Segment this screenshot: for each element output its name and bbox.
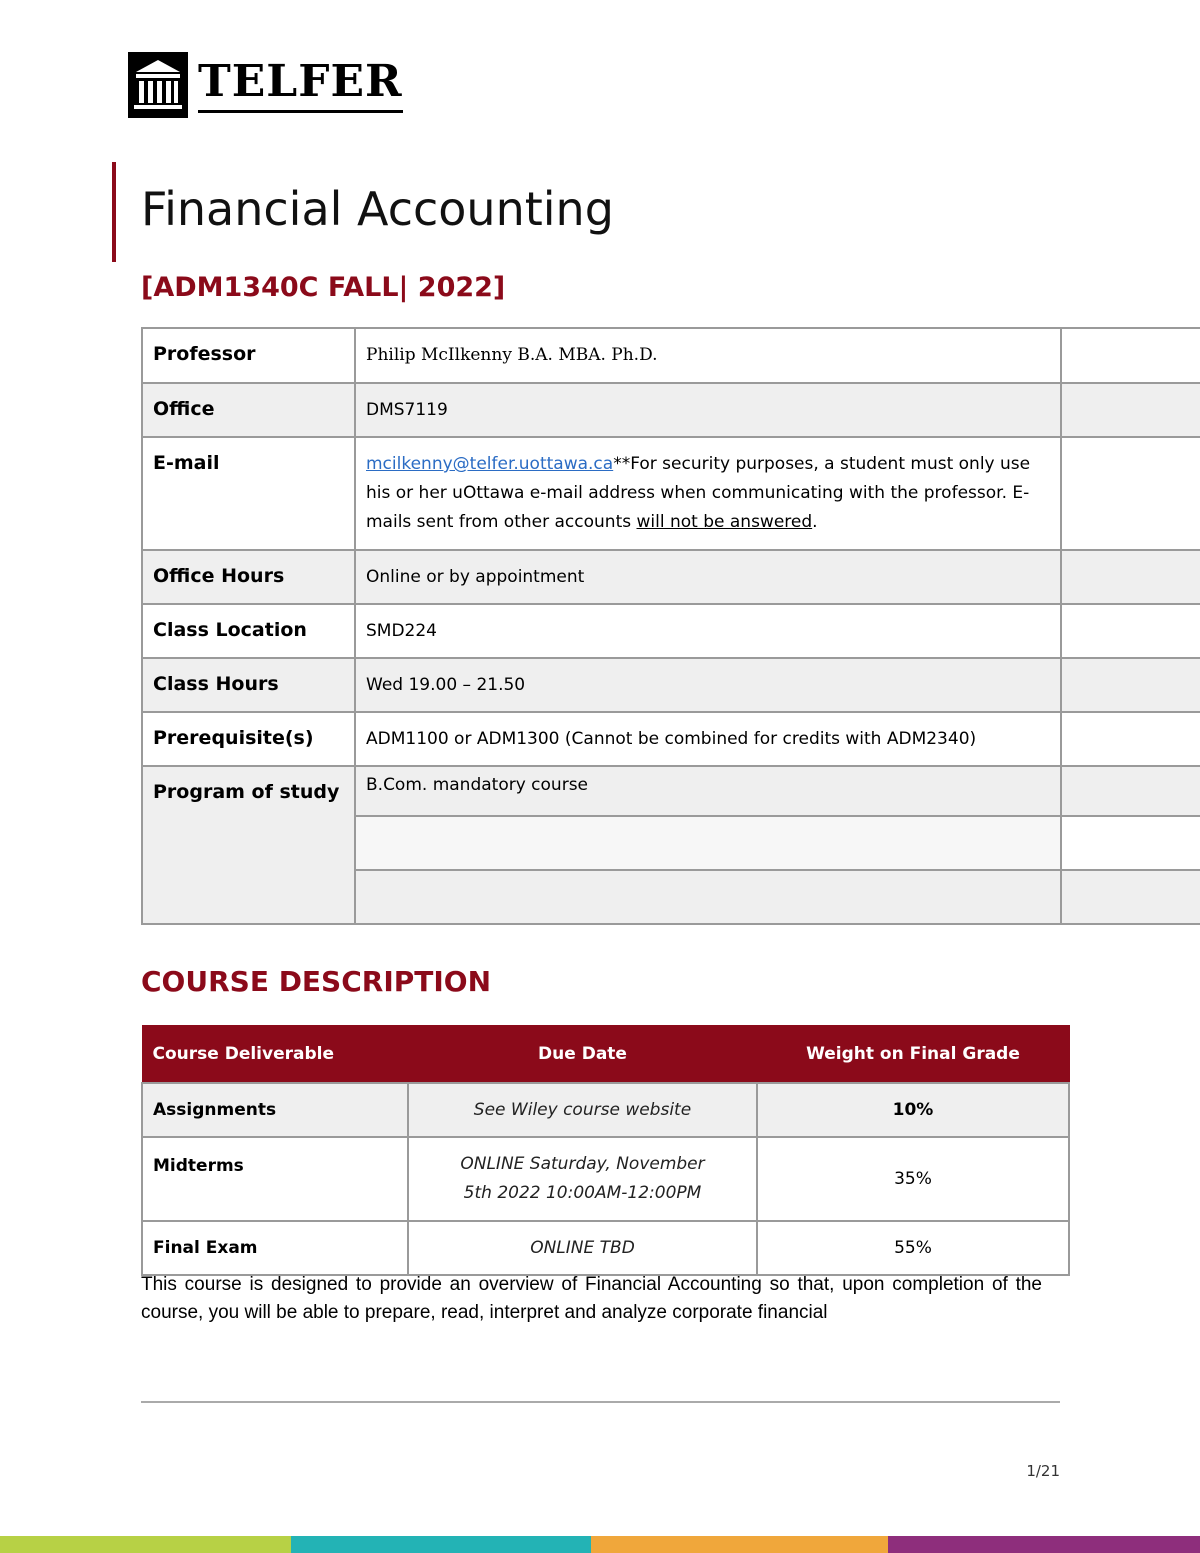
- footer-divider: [141, 1401, 1060, 1403]
- office-hours-label: Office Hours: [142, 550, 355, 604]
- email-value: mcilkenny@telfer.uottawa.ca**For security purposes, a student must only use his or her uOttawa e-mail address when communicating with the professor. E-mails sent from other accounts will not be answered.: [355, 437, 1061, 550]
- email-note-underlined: will not be answered: [636, 512, 813, 532]
- email-note: **For security purposes, a student must only use his or her uOttawa e-mail address when communicating with the professor. E-mails sent from other accounts: [366, 454, 1031, 532]
- course-info-table: [141, 327, 1200, 925]
- table-row: Midterms ONLINE Saturday, November 5th 2022 10:00AM-12:00PM 35%: [142, 1137, 1069, 1221]
- class-location-label: Class Location: [142, 604, 355, 658]
- class-location-value: SMD224: [355, 604, 1061, 658]
- class-hours-label: Class Hours: [142, 658, 355, 712]
- program-label: Program of study: [142, 766, 355, 924]
- page-title: Financial Accounting: [141, 182, 614, 236]
- title-accent-bar: [112, 162, 116, 262]
- email-link[interactable]: mcilkenny@telfer.uottawa.ca: [366, 454, 614, 474]
- page-number: 1/21: [1026, 1462, 1060, 1480]
- email-label: E-mail: [142, 437, 355, 550]
- professor-value: Philip McIlkenny B.A. MBA. Ph.D.: [355, 328, 1061, 383]
- footer-stripe-teal: [291, 1536, 591, 1553]
- professor-label: Professor: [142, 328, 355, 383]
- office-value: DMS7119: [355, 383, 1061, 437]
- footer-stripe-purple: [888, 1536, 1200, 1553]
- prereq-value: ADM1100 or ADM1300 (Cannot be combined for credits with ADM2340): [355, 712, 1061, 766]
- program-value: B.Com. mandatory course: [355, 766, 1061, 816]
- prereq-label: Prerequisite(s): [142, 712, 355, 766]
- table-row: Final Exam ONLINE TBD 55%: [142, 1221, 1069, 1275]
- course-code: [ADM1340C FALL| 2022]: [141, 272, 506, 303]
- logo-text: TELFER: [198, 56, 403, 113]
- telfer-building-icon: [128, 52, 188, 118]
- course-description-paragraph: This course is designed to provide an overview of Financial Accounting so that, upon completion of the course, you will be able to prepare, read, interpret and analyze corporate financial: [141, 1274, 1042, 1323]
- col-course-deliverable: Course Deliverable: [142, 1026, 408, 1084]
- table-row: Assignments See Wiley course website 10%: [142, 1083, 1069, 1137]
- office-label: Office: [142, 383, 355, 437]
- deliverables-table: [141, 1025, 1070, 1276]
- col-weight: Weight on Final Grade: [757, 1026, 1069, 1084]
- class-hours-value: Wed 19.00 – 21.50: [355, 658, 1061, 712]
- office-hours-value: Online or by appointment: [355, 550, 1061, 604]
- course-description-heading: COURSE DESCRIPTION: [141, 965, 492, 998]
- footer-stripe-orange: [591, 1536, 888, 1553]
- footer-stripe-green: [0, 1536, 291, 1553]
- col-due-date: Due Date: [408, 1026, 757, 1084]
